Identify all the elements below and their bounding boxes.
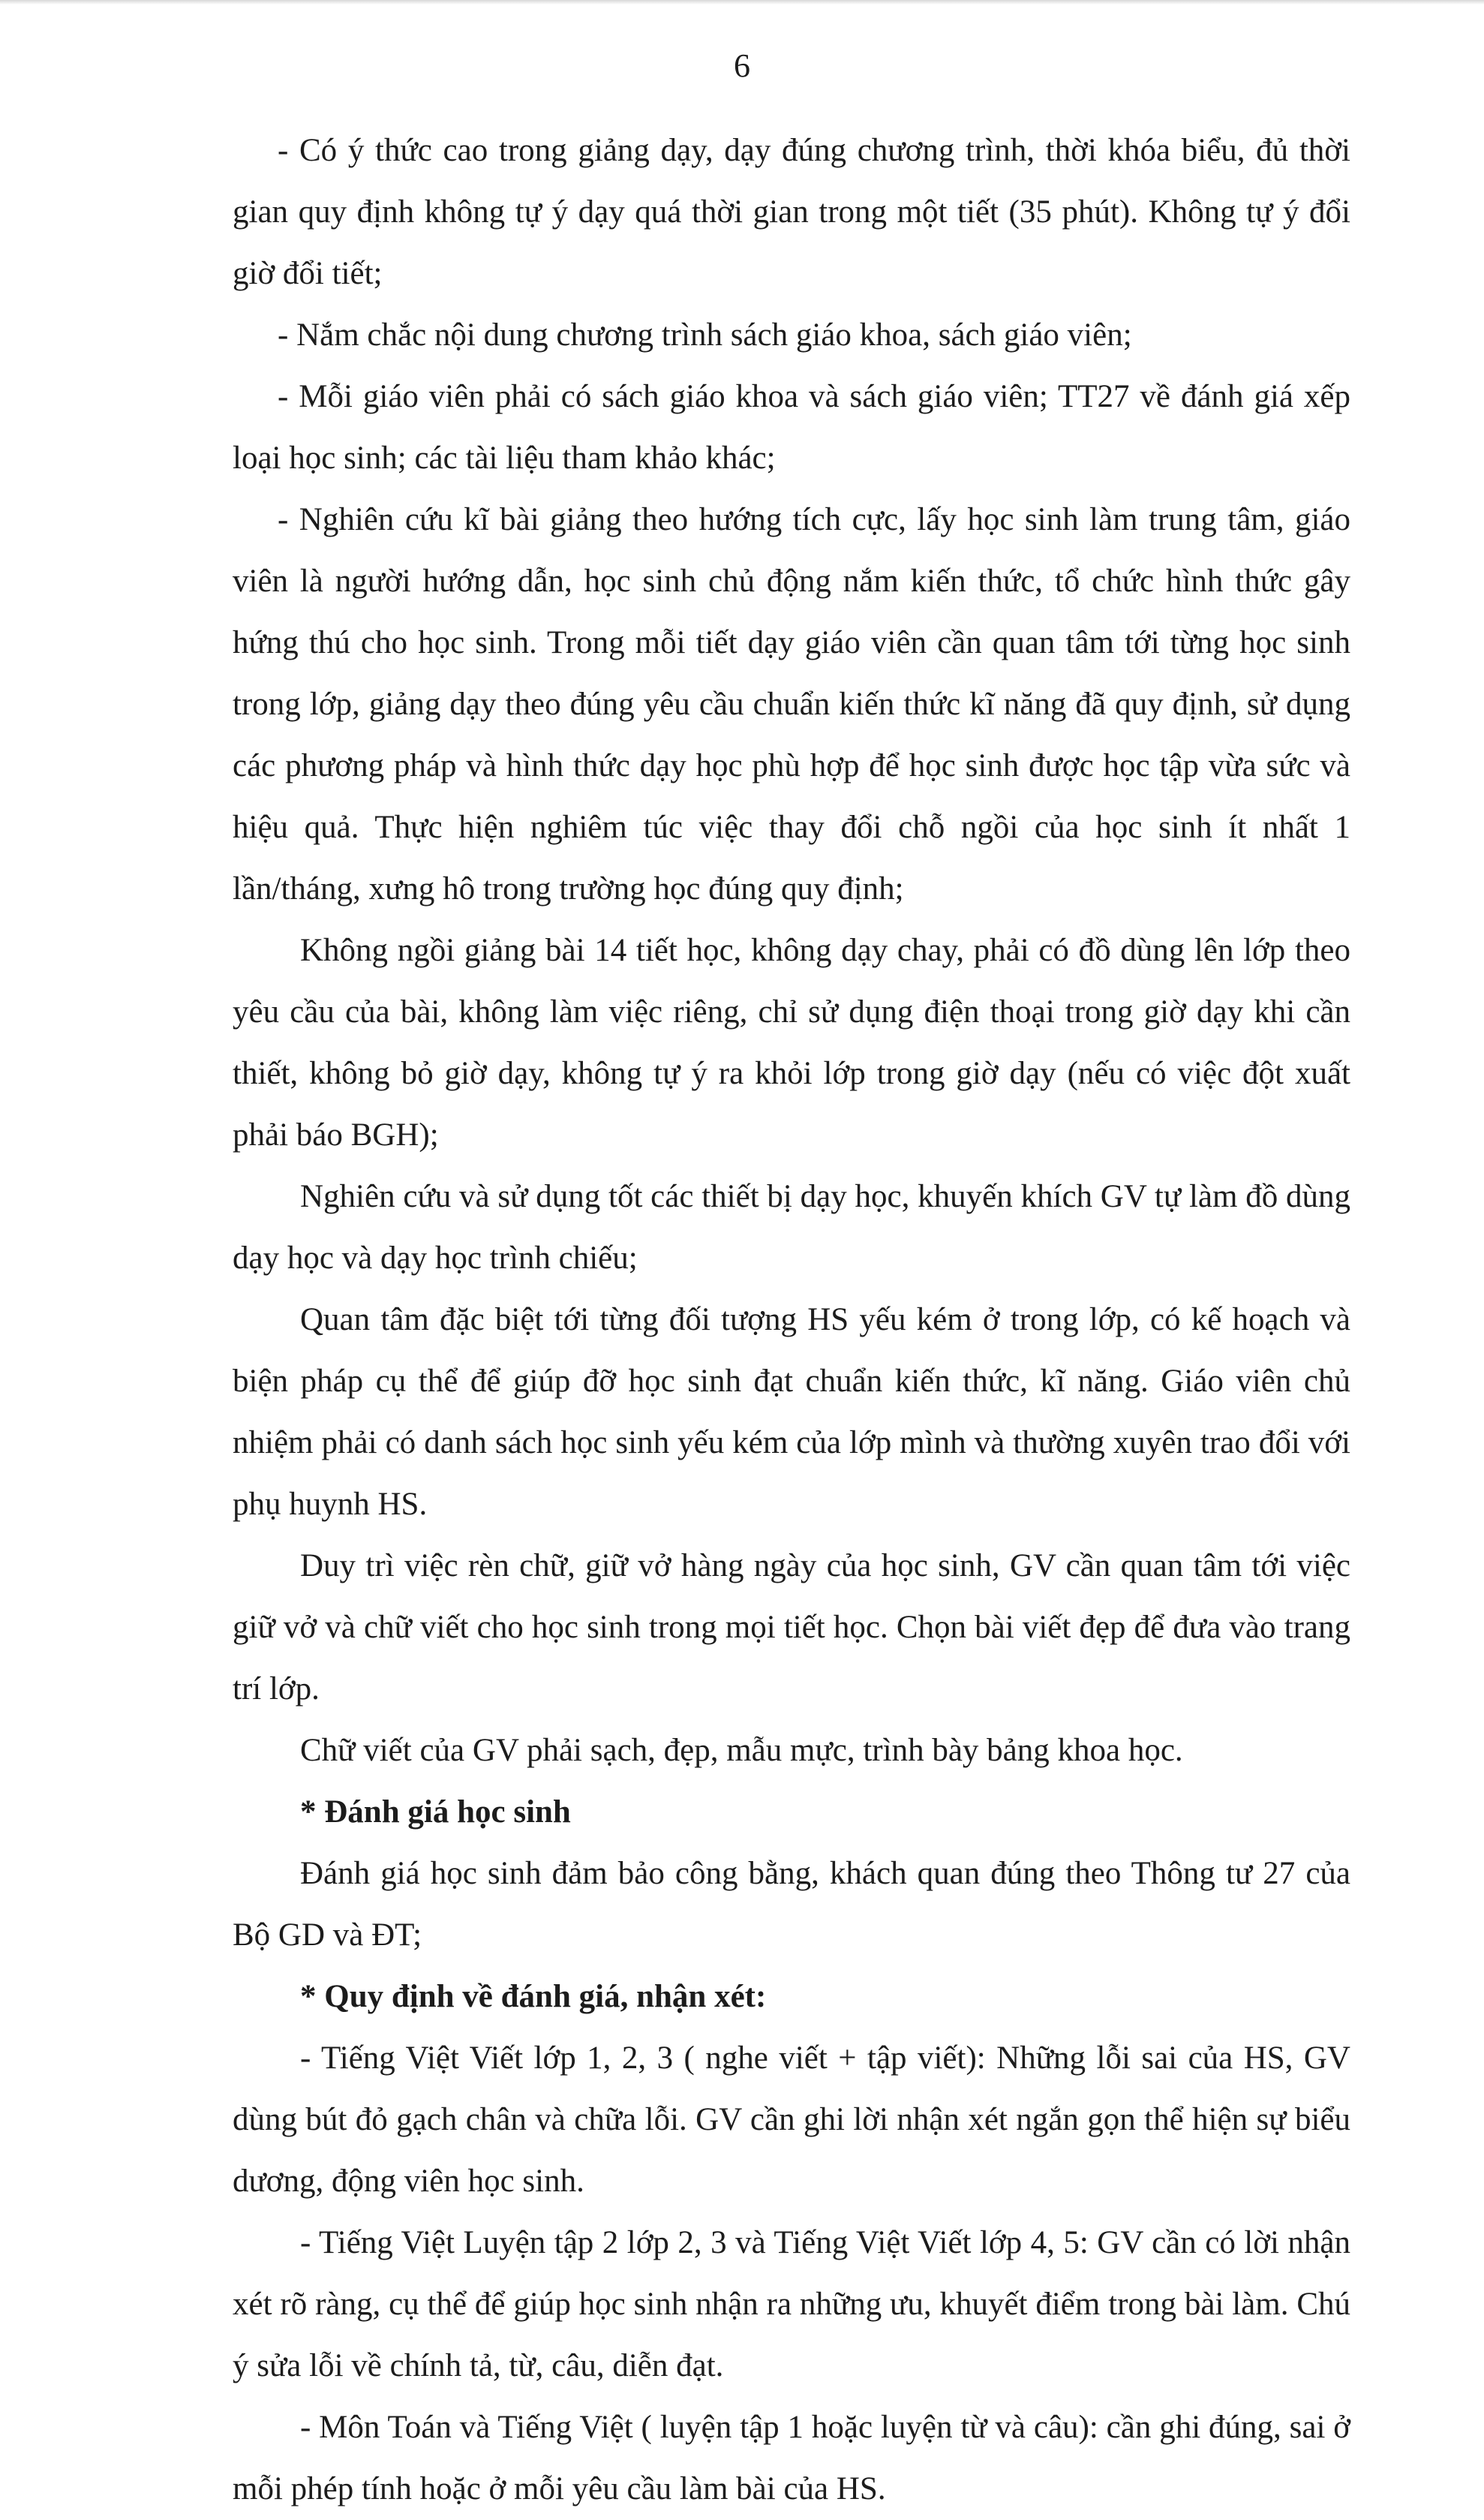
paragraph-weak-students: Quan tâm đặc biệt tới từng đối tượng HS yếu kém ở trong lớp, có kế hoạch và biện pháp cụ thể để giúp đỡ học sinh đạt chuẩn kiến thức, kĩ năng. Giáo viên chủ nhiệm phải có danh sách học sinh yếu kém của lớp mình và thường xuyên trao đổi với phụ huynh HS. — [233, 1302, 1350, 1522]
paragraph-curriculum: - Nắm chắc nội dung chương trình sách giáo khoa, sách giáo viên; — [278, 317, 1132, 353]
heading-assessment-rules: * Quy định về đánh giá, nhận xét: — [300, 1979, 767, 2014]
paragraph-rule-math: - Môn Toán và Tiếng Việt ( luyện tập 1 hoặc luyện từ và câu): cần ghi đúng, sai ở mỗi phép tính hoặc ở mỗi yêu cầu làm bài của HS. — [233, 2410, 1350, 2506]
paragraph-teacher-writing: Chữ viết của GV phải sạch, đẹp, mẫu mực, trình bày bảng khoa học. — [300, 1733, 1183, 1768]
paragraph-assessment-fairness: Đánh giá học sinh đảm bảo công bằng, khách quan đúng theo Thông tư 27 của Bộ GD và ĐT; — [233, 1856, 1350, 1953]
paragraph-handwriting: Duy trì việc rèn chữ, giữ vở hàng ngày của học sinh, GV cần quan tâm tới việc giữ vở và chữ viết cho học sinh trong mọi tiết học. Chọn bài viết đẹp để đưa vào trang trí lớp. — [233, 1548, 1350, 1707]
paragraph-lesson-research: - Nghiên cứu kĩ bài giảng theo hướng tích cực, lấy học sinh làm trung tâm, giáo viên là người hướng dẫn, học sinh chủ động nắm kiến thức, tổ chức hình thức gây hứng thú cho học sinh. Trong mỗi tiết dạy giáo viên cần quan tâm tới từng học sinh trong lớp, giảng dạy theo đúng yêu cầu chuẩn kiến thức kĩ năng đã quy định, sử dụng các phương pháp và hình thức dạy học phù hợp để học sinh được học tập vừa sức và hiệu quả. Thực hiện nghiêm túc việc thay đổi chỗ ngồi của học sinh ít nhất 1 lần/tháng, xưng hô trong trường học đúng quy định; — [233, 502, 1350, 907]
paragraph-teaching-awareness: - Có ý thức cao trong giảng dạy, dạy đúng chương trình, thời khóa biểu, đủ thời gian quy định không tự ý dạy quá thời gian trong một tiết (35 phút). Không tự ý đổi giờ đổi tiết; — [233, 133, 1350, 291]
page-number: 6 — [734, 47, 750, 84]
paragraph-classroom-conduct: Không ngồi giảng bài 14 tiết học, không dạy chay, phải có đồ dùng lên lớp theo yêu cầu của bài, không làm việc riêng, chỉ sử dụng điện thoại trong giờ dạy khi cần thiết, không bỏ giờ dạy, không tự ý ra khỏi lớp trong giờ dạy (nếu có việc đột xuất phải báo BGH); — [233, 933, 1350, 1153]
document-body — [233, 120, 1350, 2520]
paragraph-textbooks: - Mỗi giáo viên phải có sách giáo khoa và sách giáo viên; TT27 về đánh giá xếp loại học sinh; các tài liệu tham khảo khác; — [233, 379, 1350, 476]
heading-student-assessment: * Đánh giá học sinh — [300, 1794, 571, 1830]
paragraph-rule-vietnamese-practice: - Tiếng Việt Luyện tập 2 lớp 2, 3 và Tiếng Việt Viết lớp 4, 5: GV cần có lời nhận xét rõ ràng, cụ thể để giúp học sinh nhận ra những ưu, khuyết điểm trong bài làm. Chú ý sửa lỗi về chính tả, từ, câu, diễn đạt. — [233, 2225, 1350, 2383]
paragraph-rule-vietnamese-writing: - Tiếng Việt Viết lớp 1, 2, 3 ( nghe viết + tập viết): Những lỗi sai của HS, GV dùng bút đỏ gạch chân và chữa lỗi. GV cần ghi lời nhận xét ngắn gọn thể hiện sự biểu dương, động viên học sinh. — [233, 2040, 1350, 2199]
scan-edge — [0, 0, 1484, 5]
paragraph-teaching-equipment: Nghiên cứu và sử dụng tốt các thiết bị dạy học, khuyến khích GV tự làm đồ dùng dạy học và dạy học trình chiếu; — [233, 1179, 1350, 1276]
